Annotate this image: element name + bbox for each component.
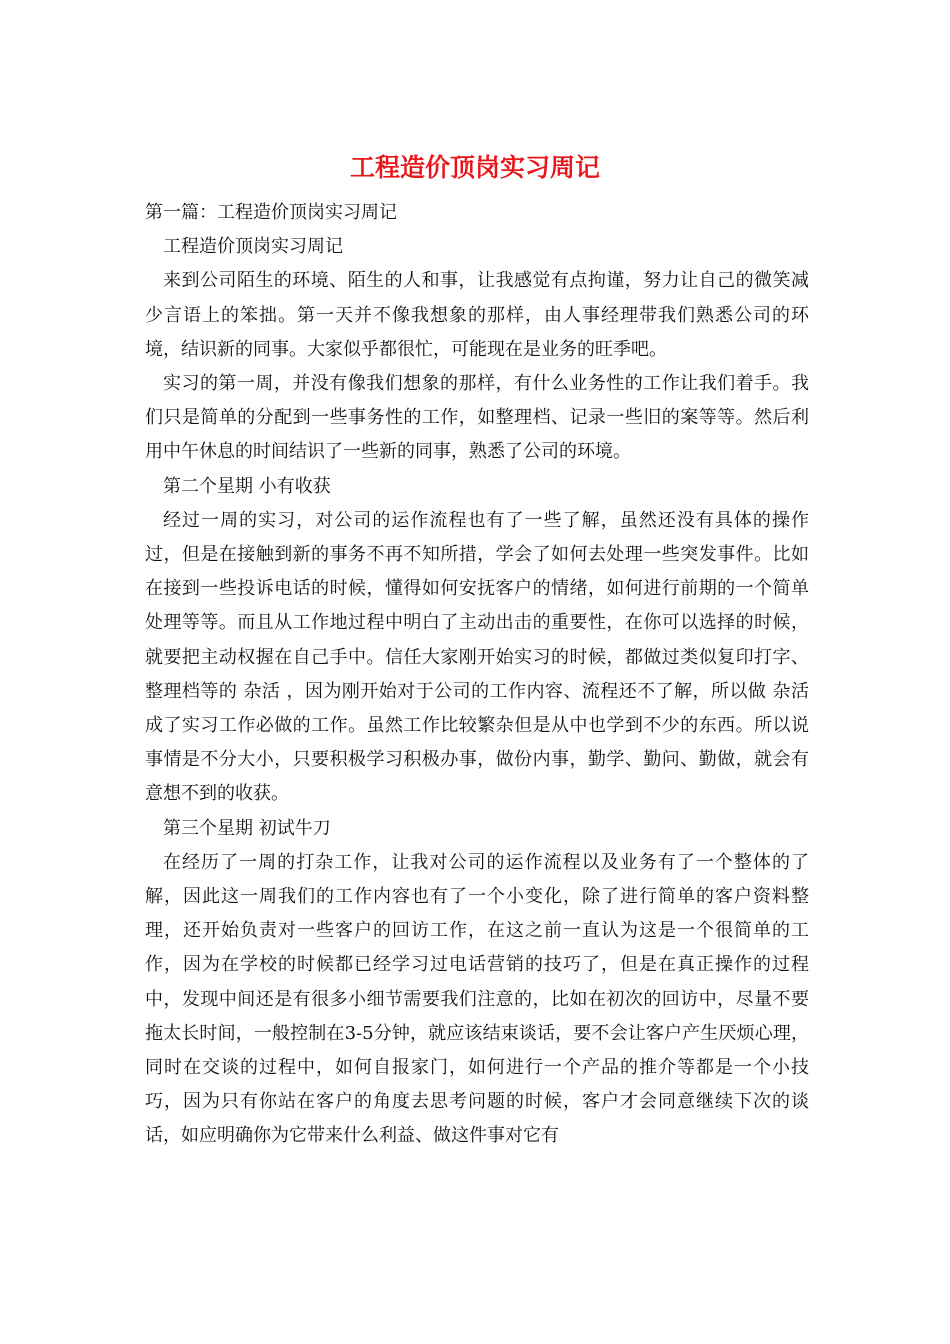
paragraph-subtitle: 工程造价顶岗实习周记 [163, 236, 343, 258]
paragraph-week-heading: 第二个星期 小有收获 [163, 475, 331, 497]
paragraph-section-heading: 第一篇：工程造价顶岗实习周记 [145, 202, 397, 223]
paragraph: 来到公司陌生的环境、陌生的人和事，让我感觉有点拘谨，努力让自己的微笑减少言语上的笨拙。第一天并不像我想象的那样，由人事经理带我们熟悉公司的环境，结识新的同事。大家似乎都很忙，可能现在是业务的旺季吧。 [145, 270, 809, 360]
paragraph-week-heading: 第三个星期 初试牛刀 [163, 817, 331, 839]
paragraph: 在经历了一周的打杂工作，让我对公司的运作流程以及业务有了一个整体的了解，因此这一周我们的工作内容也有了一个小变化，除了进行简单的客户资料整理，还开始负责对一些客户的回访工作，在这之前一直认为这是一个很简单的工作，因为在学校的时候都已经学习过电话营销的技巧了，但是在真正操作的过程中，发现中间还是有很多小细节需要我们注意的，比如在初次的回访中，尽量不要拖太长时间，一般控制在3-5分钟，就应该结束谈话，要不会让客户产生厌烦心理，同时在交谈的过程中，如何自报家门，如何进行一个产品的推介等都是一个小技巧，因为只有你站在客户的角度去思考问题的时候，客户才会同意继续下次的谈话，如应明确你为它带来什么利益、做这件事对它有 [145, 851, 809, 1147]
document-title: 工程造价顶岗实习周记 [349, 153, 600, 182]
paragraph: 实习的第一周，并没有像我们想象的那样，有什么业务性的工作让我们着手。我们只是简单的分配到一些事务性的工作，如整理档、记录一些旧的案等等。然后利用中午休息的时间结识了一些新的同事，熟悉了公司的环境。 [145, 373, 809, 463]
paragraph: 经过一周的实习，对公司的运作流程也有了一些了解，虽然还没有具体的操作过，但是在接触到新的事务不再不知所措，学会了如何去处理一些突发事件。比如在接到一些投诉电话的时候，懂得如何安抚客户的情绪，如何进行前期的一个简单处理等等。而且从工作地过程中明白了主动出击的重要性，在你可以选择的时候，就要把主动权握在自己手中。信任大家刚开始实习的时候，都做过类似复印打字、整理档等的 杂活 ，因为刚开始对于公司的工作内容、流程还不了解，所以做 杂活 成了实习工作必做的工作。虽然工作比较繁杂但是从中也学到不少的东西。所以说事情是不分大小，只要积极学习积极办事，做份内事，勤学、勤问、勤做，就会有意想不到的收获。 [145, 509, 809, 805]
document-body [145, 196, 809, 1154]
